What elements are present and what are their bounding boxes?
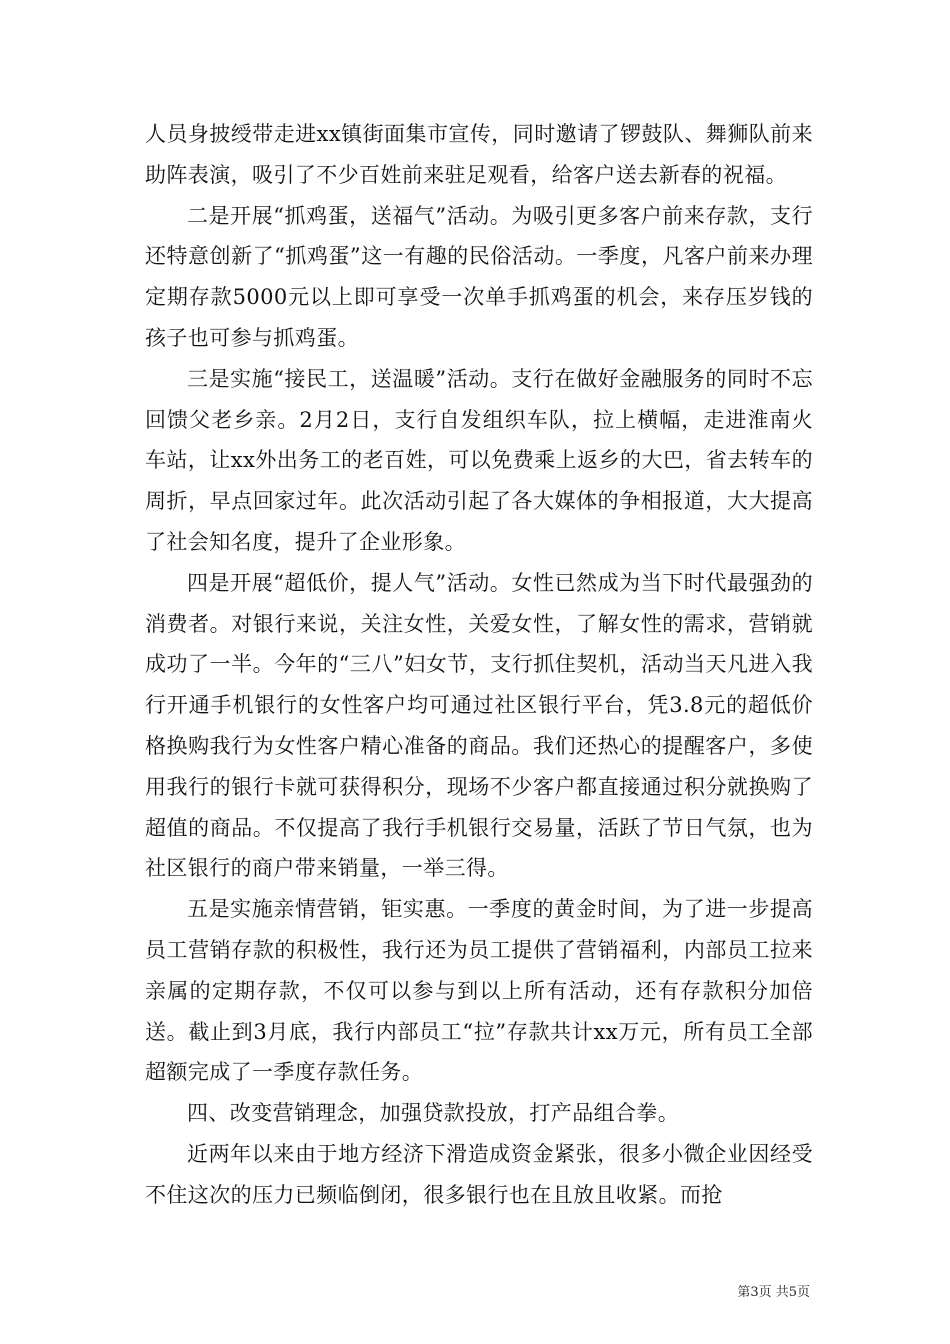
section-heading: 四、改变营销理念，加强贷款投放，打产品组合拳。 [187, 1101, 680, 1126]
paragraph-6: 近两年以来由于地方经济下滑造成资金紧张，很多小微企业因经受不住这次的压力已频临倒闭，很多银行也在且放且收紧。而抢 [145, 1141, 813, 1207]
paragraph-3: 三是实施“接民工，送温暖”活动。支行在做好金融服务的同时不忘回馈父老乡亲。2月2日，支行自发组织车队，拉上横幅，走进淮南火车站，让xx外出务工的老百姓，可以免费乘上返乡的大巴，省去转车的周折，早点回家过年。此次活动引起了各大媒体的争相报道，大大提高了社会知名度，提升了企业形象。 [145, 366, 813, 554]
paragraph-4: 四是开展“超低价，提人气”活动。女性已然成为当下时代最强劲的消费者。对银行来说，关注女性，关爱女性，了解女性的需求，营销就成功了一半。今年的“三八”妇女节，支行抓住契机，活动当天凡进入我行开通手机银行的女性客户均可通过社区银行平台，凭3.8元的超低价格换购我行为女性客户精心准备的商品。我们还热心的提醒客户，多使用我行的银行卡就可获得积分，现场不少客户都直接通过积分就换购了超值的商品。不仅提高了我行手机银行交易量，活跃了节日气氛，也为社区银行的商户带来销量，一举三得。 [145, 570, 813, 881]
document-body [145, 114, 813, 1216]
page-number-footer: 第3页 共5页 [737, 1285, 810, 1300]
paragraph-5: 五是实施亲情营销，钜实惠。一季度的黄金时间，为了进一步提高员工营销存款的积极性，我行还为员工提供了营销福利，内部员工拉来亲属的定期存款，不仅可以参与到以上所有活动，还有存款积分加倍送。截止到3月底，我行内部员工“拉”存款共计xx万元，所有员工全部超额完成了一季度存款任务。 [145, 897, 813, 1085]
paragraph-1: 人员身披绶带走进xx镇街面集市宣传，同时邀请了锣鼓队、舞狮队前来助阵表演，吸引了不少百姓前来驻足观看，给客户送去新春的祝福。 [145, 122, 813, 187]
paragraph-2: 二是开展“抓鸡蛋，送福气”活动。为吸引更多客户前来存款，支行还特意创新了“抓鸡蛋”这一有趣的民俗活动。一季度，凡客户前来办理定期存款5000元以上即可享受一次单手抓鸡蛋的机会，来存压岁钱的孩子也可参与抓鸡蛋。 [145, 203, 813, 350]
